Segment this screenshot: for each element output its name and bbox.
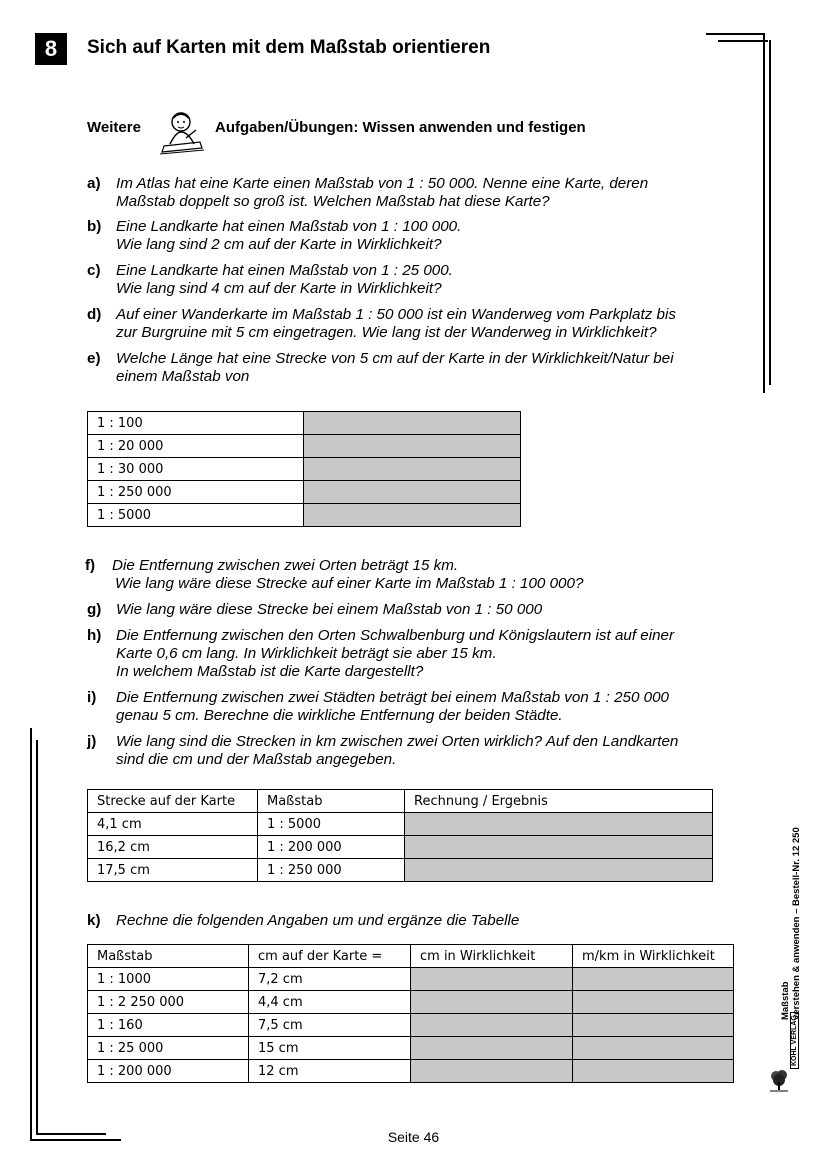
task-text-line: Maßstab doppelt so groß ist. Welchen Maßstab hat diese Karte? (116, 193, 550, 210)
answer-cell[interactable] (405, 813, 713, 836)
answer-cell[interactable] (573, 1037, 734, 1060)
task-b (87, 218, 747, 254)
answer-cell[interactable] (304, 412, 521, 435)
column-header: cm auf der Karte = (249, 945, 411, 968)
publisher-name: KOHL VERLAG (790, 1012, 799, 1069)
distance-cell: 4,1 cm (88, 813, 258, 836)
side-product-title: Maßstab (780, 981, 791, 1020)
task-text-line: Auf einer Wanderkarte im Maßstab 1 : 50 000 ist ein Wanderweg vom Parkplatz bis (116, 306, 676, 323)
answer-cell[interactable] (405, 836, 713, 859)
table-k (87, 944, 734, 1083)
task-label: i) (87, 689, 97, 706)
distance-cell: 16,2 cm (88, 836, 258, 859)
task-text-line: Die Entfernung zwischen zwei Orten beträgt 15 km. (112, 557, 459, 574)
task-text-line: Wie lang sind 2 cm auf der Karte in Wirklichkeit? (116, 236, 442, 253)
task-d (87, 306, 747, 342)
task-text-line: Wie lang wäre diese Strecke bei einem Maßstab von 1 : 50 000 (116, 601, 543, 618)
column-header: Strecke auf der Karte (88, 790, 258, 813)
task-f (85, 557, 745, 593)
column-header: Rechnung / Ergebnis (405, 790, 713, 813)
task-text-line: Wie lang sind 4 cm auf der Karte in Wirklichkeit? (116, 280, 442, 297)
table-row (88, 1060, 734, 1083)
page-number: Seite 46 (387, 1129, 440, 1145)
map-cm-cell: 7,2 cm (249, 968, 411, 991)
scale-cell: 1 : 160 (88, 1014, 249, 1037)
tree-logo-icon (768, 1068, 790, 1092)
frame-top-right-v1 (763, 33, 765, 393)
task-e (87, 350, 747, 386)
map-cm-cell: 7,5 cm (249, 1014, 411, 1037)
side-product-subtitle: verstehen & anwenden – Bestell-Nr. 12 250 (791, 827, 802, 1020)
frame-top-right-v2 (769, 40, 771, 385)
task-k (87, 912, 747, 930)
column-header: Maßstab (258, 790, 405, 813)
table-row (88, 458, 521, 481)
task-label: h) (87, 627, 102, 644)
table-row (88, 968, 734, 991)
answer-cell[interactable] (405, 859, 713, 882)
column-header: m/km in Wirklichkeit (573, 945, 734, 968)
writing-child-icon (156, 108, 206, 156)
scale-cell: 1 : 5000 (258, 813, 405, 836)
answer-cell[interactable] (411, 968, 573, 991)
scale-cell: 1 : 25 000 (88, 1037, 249, 1060)
answer-cell[interactable] (304, 435, 521, 458)
map-cm-cell: 15 cm (249, 1037, 411, 1060)
answer-cell[interactable] (573, 1060, 734, 1083)
table-row (88, 1014, 734, 1037)
frame-bottom-left-v1 (30, 728, 32, 1140)
answer-cell[interactable] (411, 1037, 573, 1060)
task-text-line: Die Entfernung zwischen den Orten Schwalbenburg und Königslautern ist auf einer (116, 627, 675, 644)
task-c (87, 262, 747, 298)
frame-top-right-h2 (718, 40, 768, 42)
task-label: j) (87, 733, 97, 750)
task-text-line: Die Entfernung zwischen zwei Städten beträgt bei einem Maßstab von 1 : 250 000 (116, 689, 669, 706)
table-row (88, 412, 521, 435)
task-text-line: Welche Länge hat eine Strecke von 5 cm auf der Karte in der Wirklichkeit/Natur bei (116, 350, 674, 367)
scale-cell: 1 : 5000 (88, 504, 304, 527)
column-header: cm in Wirklichkeit (411, 945, 573, 968)
table-row (88, 836, 713, 859)
task-label: k) (87, 912, 101, 929)
answer-cell[interactable] (573, 1014, 734, 1037)
table-row (88, 859, 713, 882)
task-text-line: Wie lang wäre diese Strecke auf einer Karte im Maßstab 1 : 100 000? (115, 575, 584, 592)
task-text-line: Eine Landkarte hat einen Maßstab von 1 : 25 000. (116, 262, 453, 279)
scale-cell: 1 : 1000 (88, 968, 249, 991)
scale-cell: 1 : 100 (88, 412, 304, 435)
task-h (87, 627, 747, 681)
task-label: g) (87, 601, 102, 618)
frame-bottom-left-v2 (36, 740, 38, 1134)
task-j (87, 733, 747, 769)
table-row (88, 504, 521, 527)
task-text-line: Im Atlas hat eine Karte einen Maßstab von 1 : 50 000. Nenne eine Karte, deren (116, 175, 649, 192)
task-label: f) (85, 557, 96, 574)
task-text-line: Rechne die folgenden Angaben um und ergänze die Tabelle (116, 912, 520, 929)
scale-cell: 1 : 200 000 (258, 836, 405, 859)
page-title: Sich auf Karten mit dem Maßstab orientieren (87, 37, 491, 58)
scale-cell: 1 : 250 000 (88, 481, 304, 504)
answer-cell[interactable] (411, 1014, 573, 1037)
task-text-line: Wie lang sind die Strecken in km zwischen zwei Orten wirklich? Auf den Landkarten (116, 733, 679, 750)
table-header-row (88, 790, 713, 813)
answer-cell[interactable] (573, 991, 734, 1014)
chapter-number-badge: 8 (35, 33, 67, 65)
table-row (88, 1037, 734, 1060)
task-label: a) (87, 175, 101, 192)
task-i (87, 689, 747, 725)
subtitle-right: Aufgaben/Übungen: Wissen anwenden und festigen (215, 119, 586, 136)
task-text-line: sind die cm und der Maßstab angegeben. (116, 751, 397, 768)
scale-cell: 1 : 20 000 (88, 435, 304, 458)
map-cm-cell: 12 cm (249, 1060, 411, 1083)
table-row (88, 991, 734, 1014)
subtitle-left: Weitere (87, 119, 141, 136)
task-label: b) (87, 218, 102, 235)
distance-cell: 17,5 cm (88, 859, 258, 882)
map-cm-cell: 4,4 cm (249, 991, 411, 1014)
task-text-line: einem Maßstab von (116, 368, 250, 385)
task-a (87, 175, 747, 211)
task-text-line: zur Burgruine mit 5 cm eingetragen. Wie lang ist der Wanderweg in Wirklichkeit? (116, 324, 657, 341)
table-row (88, 813, 713, 836)
scale-cell: 1 : 30 000 (88, 458, 304, 481)
table-row (88, 481, 521, 504)
task-label: c) (87, 262, 101, 279)
answer-cell[interactable] (411, 1060, 573, 1083)
scale-cell: 1 : 250 000 (258, 859, 405, 882)
task-text-line: In welchem Maßstab ist die Karte dargestellt? (116, 663, 424, 680)
side-product-info (780, 827, 802, 1020)
task-label: d) (87, 306, 102, 323)
task-text-line: genau 5 cm. Berechne die wirkliche Entfernung der beiden Städte. (116, 707, 563, 724)
table-row (88, 435, 521, 458)
answer-cell[interactable] (304, 481, 521, 504)
column-header: Maßstab (88, 945, 249, 968)
task-text-line: Eine Landkarte hat einen Maßstab von 1 : 100 000. (116, 218, 462, 235)
answer-cell[interactable] (411, 991, 573, 1014)
answer-cell[interactable] (304, 504, 521, 527)
task-g (87, 601, 747, 619)
table-e (87, 411, 521, 527)
scale-cell: 1 : 200 000 (88, 1060, 249, 1083)
scale-cell: 1 : 2 250 000 (88, 991, 249, 1014)
answer-cell[interactable] (304, 458, 521, 481)
answer-cell[interactable] (573, 968, 734, 991)
table-header-row (88, 945, 734, 968)
task-label: e) (87, 350, 101, 367)
table-j (87, 789, 713, 882)
task-text-line: Karte 0,6 cm lang. In Wirklichkeit beträgt sie aber 15 km. (116, 645, 497, 662)
frame-top-right-h1 (706, 33, 764, 35)
